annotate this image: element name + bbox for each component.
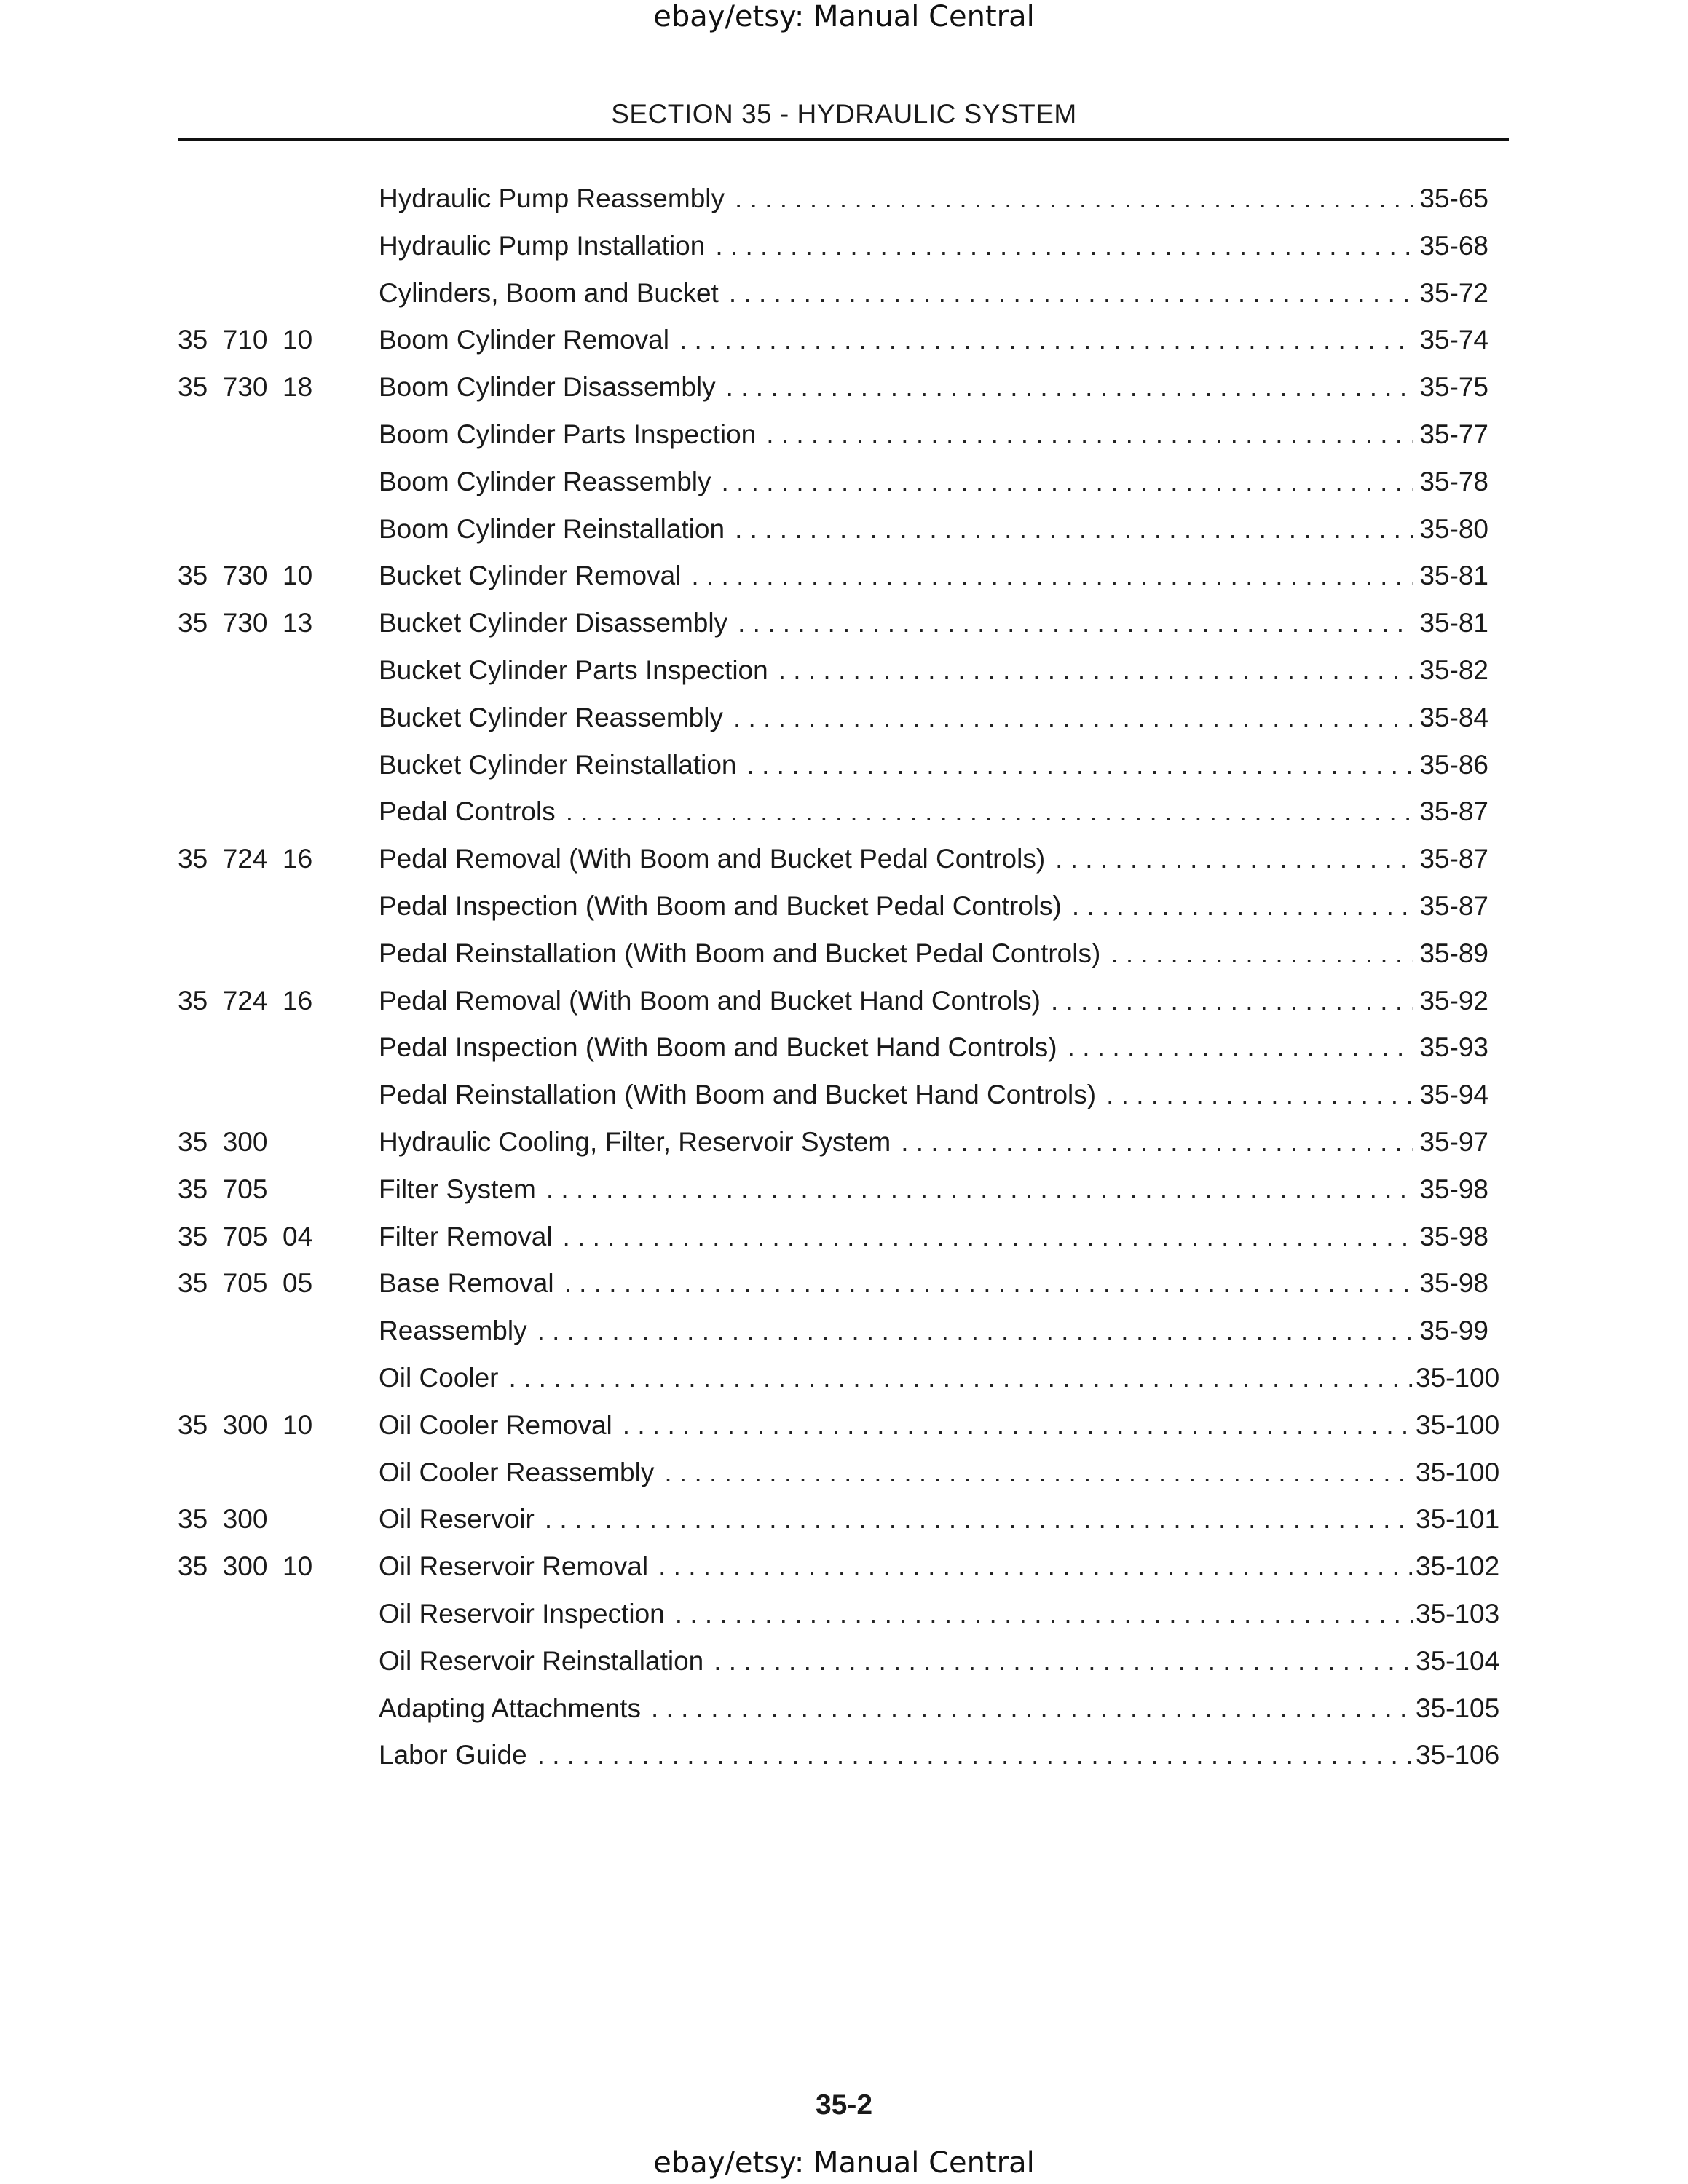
toc-entry[interactable] <box>379 1219 1488 1255</box>
dot-leader <box>1068 1029 1413 1066</box>
toc-entry-title[interactable]: Reassembly <box>379 1315 527 1346</box>
toc-row[interactable] <box>178 1219 1488 1266</box>
toc-code: 35 705 05 <box>178 1268 313 1299</box>
toc-row[interactable] <box>178 841 1488 888</box>
toc-entry[interactable] <box>379 1313 1488 1349</box>
dot-leader <box>1111 935 1413 972</box>
toc-entry-title[interactable]: Hydraulic Pump Installation <box>379 230 706 261</box>
toc-entry-title[interactable]: Oil Reservoir <box>379 1504 535 1535</box>
dot-leader <box>623 1407 1413 1444</box>
toc-page-number[interactable]: 35-87 <box>1419 844 1488 874</box>
dot-leader <box>658 1548 1413 1585</box>
toc-entry-title[interactable]: Boom Cylinder Reinstallation <box>379 513 725 544</box>
toc-entry-title[interactable]: Bucket Cylinder Disassembly <box>379 608 728 638</box>
toc-entry-title[interactable]: Oil Reservoir Reinstallation <box>379 1645 704 1676</box>
toc-entry[interactable] <box>379 700 1488 736</box>
toc-entry[interactable] <box>379 1501 1500 1538</box>
dot-leader <box>566 794 1413 830</box>
toc-entry[interactable] <box>379 511 1488 547</box>
table-of-contents <box>178 181 1500 1784</box>
toc-page-number[interactable]: 35-65 <box>1419 183 1488 213</box>
page-number: 35-2 <box>815 2089 873 2121</box>
toc-page-number[interactable]: 35-104 <box>1416 1645 1500 1676</box>
toc-entry-title[interactable]: Oil Reservoir Inspection <box>379 1598 665 1629</box>
toc-page-number[interactable]: 35-102 <box>1416 1551 1500 1582</box>
toc-page-number[interactable]: 35-72 <box>1419 277 1488 308</box>
toc-row[interactable] <box>178 558 1488 605</box>
toc-entry-title[interactable]: Adapting Attachments <box>379 1693 641 1723</box>
toc-page-number[interactable]: 35-98 <box>1419 1174 1488 1204</box>
toc-row[interactable] <box>178 1690 1500 1738</box>
toc-row[interactable] <box>178 1360 1500 1407</box>
toc-row[interactable] <box>178 1077 1488 1124</box>
toc-entry-title[interactable]: Bucket Cylinder Removal <box>379 561 682 591</box>
toc-row[interactable] <box>178 1643 1500 1690</box>
toc-entry[interactable] <box>379 181 1488 217</box>
toc-page-number[interactable]: 35-78 <box>1419 466 1488 496</box>
dot-leader <box>738 605 1413 641</box>
toc-entry[interactable] <box>379 1548 1500 1585</box>
dot-leader <box>714 1643 1413 1679</box>
toc-row[interactable] <box>178 416 1488 464</box>
toc-entry-title[interactable]: Filter System <box>379 1174 536 1204</box>
dot-leader <box>537 1737 1413 1773</box>
toc-entry-title[interactable]: Hydraulic Pump Reassembly <box>379 183 725 213</box>
toc-entry[interactable] <box>379 747 1488 783</box>
toc-entry[interactable] <box>379 1455 1500 1491</box>
dot-leader <box>901 1124 1413 1160</box>
dot-leader <box>1106 1077 1413 1113</box>
toc-entry-title[interactable]: Base Removal <box>379 1268 554 1299</box>
toc-row[interactable] <box>178 1407 1500 1455</box>
dot-leader <box>537 1313 1413 1349</box>
toc-page-number[interactable]: 35-100 <box>1416 1362 1500 1393</box>
toc-row[interactable] <box>178 181 1488 228</box>
toc-code: 35 710 10 <box>178 325 313 355</box>
toc-page-number[interactable]: 35-101 <box>1416 1504 1500 1535</box>
toc-entry[interactable] <box>379 464 1488 500</box>
toc-entry-title[interactable]: Cylinders, Boom and Bucket <box>379 277 719 308</box>
toc-entry-title[interactable]: Oil Cooler <box>379 1362 499 1393</box>
dot-leader <box>766 416 1413 453</box>
toc-entry-title[interactable]: Pedal Controls <box>379 796 556 827</box>
section-title: SECTION 35 - HYDRAULIC SYSTEM <box>611 99 1077 129</box>
toc-row[interactable] <box>178 1171 1488 1219</box>
watermark-bottom: ebay/etsy: Manual Central <box>653 2146 1035 2180</box>
toc-row[interactable] <box>178 747 1488 794</box>
toc-page-number[interactable]: 35-75 <box>1419 372 1488 403</box>
toc-code: 35 300 <box>178 1126 268 1157</box>
toc-page-number[interactable]: 35-86 <box>1419 749 1488 780</box>
toc-entry-title[interactable]: Bucket Cylinder Parts Inspection <box>379 654 768 685</box>
dot-leader <box>1072 888 1413 925</box>
toc-row[interactable] <box>178 1737 1500 1784</box>
toc-entry-title[interactable]: Pedal Removal (With Boom and Bucket Pedal Controls) <box>379 844 1046 874</box>
toc-page-number[interactable]: 35-106 <box>1416 1740 1500 1770</box>
toc-entry-title[interactable]: Boom Cylinder Reassembly <box>379 466 711 496</box>
toc-code: 35 730 10 <box>178 561 313 591</box>
toc-entry[interactable] <box>379 1265 1488 1302</box>
toc-row[interactable] <box>178 983 1488 1030</box>
dot-leader <box>564 1265 1413 1302</box>
toc-entry-title[interactable]: Filter Removal <box>379 1221 553 1251</box>
toc-entry-title[interactable]: Pedal Reinstallation (With Boom and Bucket Pedal Controls) <box>379 938 1101 968</box>
toc-entry[interactable] <box>379 983 1488 1019</box>
toc-page-number[interactable]: 35-100 <box>1416 1409 1500 1440</box>
toc-row[interactable] <box>178 794 1488 841</box>
toc-row[interactable] <box>178 228 1488 275</box>
toc-page-number[interactable]: 35-94 <box>1419 1080 1488 1110</box>
dot-leader <box>509 1360 1413 1396</box>
toc-row[interactable] <box>178 1548 1500 1596</box>
toc-page-number[interactable]: 35-93 <box>1419 1032 1488 1063</box>
toc-row[interactable] <box>178 652 1488 700</box>
toc-entry[interactable] <box>379 794 1488 830</box>
toc-code: 35 730 13 <box>178 608 313 638</box>
toc-entry[interactable] <box>379 322 1488 358</box>
toc-row[interactable] <box>178 1029 1488 1077</box>
toc-row[interactable] <box>178 369 1488 416</box>
toc-row[interactable] <box>178 1313 1488 1360</box>
header-rule <box>178 138 1509 141</box>
toc-code: 35 705 <box>178 1174 268 1204</box>
toc-row[interactable] <box>178 511 1488 558</box>
toc-page-number[interactable]: 35-98 <box>1419 1221 1488 1251</box>
toc-entry-title[interactable]: Pedal Reinstallation (With Boom and Bucket Hand Controls) <box>379 1080 1097 1110</box>
toc-page-number[interactable]: 35-84 <box>1419 702 1488 732</box>
toc-entry-title[interactable]: Pedal Inspection (With Boom and Bucket Pedal Controls) <box>379 890 1062 921</box>
toc-code: 35 705 04 <box>178 1221 313 1251</box>
toc-page-number[interactable]: 35-99 <box>1419 1315 1488 1346</box>
dot-leader <box>675 1596 1413 1632</box>
dot-leader <box>546 1171 1413 1208</box>
toc-entry-title[interactable]: Pedal Removal (With Boom and Bucket Hand Controls) <box>379 985 1041 1016</box>
dot-leader <box>563 1219 1413 1255</box>
toc-entry[interactable] <box>379 416 1488 453</box>
toc-page-number[interactable]: 35-80 <box>1419 513 1488 544</box>
toc-entry[interactable] <box>379 1690 1500 1727</box>
toc-row[interactable] <box>178 1265 1488 1313</box>
toc-entry[interactable] <box>379 1407 1500 1444</box>
toc-page-number[interactable]: 35-81 <box>1419 561 1488 591</box>
dot-leader <box>747 747 1413 783</box>
watermark-top: ebay/etsy: Manual Central <box>653 0 1035 33</box>
toc-entry[interactable] <box>379 1077 1488 1113</box>
toc-entry[interactable] <box>379 275 1488 312</box>
toc-entry[interactable] <box>379 1596 1500 1632</box>
toc-page-number[interactable]: 35-98 <box>1419 1268 1488 1299</box>
toc-row[interactable] <box>178 464 1488 511</box>
dot-leader <box>735 511 1413 547</box>
toc-page-number[interactable]: 35-82 <box>1419 654 1488 685</box>
toc-entry[interactable] <box>379 369 1488 405</box>
dot-leader <box>1051 983 1413 1019</box>
toc-page-number[interactable]: 35-81 <box>1419 608 1488 638</box>
dot-leader <box>735 181 1413 217</box>
toc-entry[interactable] <box>379 1643 1500 1679</box>
toc-row[interactable] <box>178 1501 1500 1548</box>
toc-entry[interactable] <box>379 558 1488 594</box>
dot-leader <box>715 228 1413 264</box>
toc-code: 35 724 16 <box>178 844 313 874</box>
dot-leader <box>733 700 1413 736</box>
toc-row[interactable] <box>178 1455 1500 1502</box>
toc-code: 35 300 10 <box>178 1409 313 1440</box>
toc-entry[interactable] <box>379 1029 1488 1066</box>
toc-page-number[interactable]: 35-105 <box>1416 1693 1500 1723</box>
toc-entry-title[interactable]: Labor Guide <box>379 1740 527 1770</box>
dot-leader <box>1055 841 1413 877</box>
toc-entry[interactable] <box>379 1737 1500 1773</box>
toc-page-number[interactable]: 35-103 <box>1416 1598 1500 1629</box>
toc-page-number[interactable]: 35-87 <box>1419 890 1488 921</box>
toc-page-number[interactable]: 35-87 <box>1419 796 1488 827</box>
toc-page-number[interactable]: 35-100 <box>1416 1457 1500 1487</box>
toc-entry-title[interactable]: Bucket Cylinder Reinstallation <box>379 749 737 780</box>
toc-code: 35 730 18 <box>178 372 313 403</box>
toc-entry-title[interactable]: Hydraulic Cooling, Filter, Reservoir System <box>379 1126 891 1157</box>
toc-entry[interactable] <box>379 841 1488 877</box>
toc-entry[interactable] <box>379 1171 1488 1208</box>
dot-leader <box>664 1455 1413 1491</box>
toc-code: 35 300 10 <box>178 1551 313 1582</box>
toc-entry-title[interactable]: Boom Cylinder Removal <box>379 325 669 355</box>
toc-entry-title[interactable]: Oil Cooler Removal <box>379 1409 612 1440</box>
toc-entry-title[interactable]: Oil Reservoir Removal <box>379 1551 649 1582</box>
toc-entry[interactable] <box>379 1124 1488 1160</box>
toc-entry-title[interactable]: Pedal Inspection (With Boom and Bucket Hand Controls) <box>379 1032 1057 1063</box>
dot-leader <box>651 1690 1413 1727</box>
toc-row[interactable] <box>178 275 1488 323</box>
toc-row[interactable] <box>178 888 1488 935</box>
toc-code: 35 300 <box>178 1504 268 1535</box>
toc-page-number[interactable]: 35-92 <box>1419 985 1488 1016</box>
toc-row[interactable] <box>178 700 1488 747</box>
dot-leader <box>545 1501 1413 1538</box>
dot-leader <box>722 464 1413 500</box>
toc-row[interactable] <box>178 605 1488 652</box>
toc-entry[interactable] <box>379 605 1488 641</box>
dot-leader <box>778 652 1413 689</box>
toc-entry-title[interactable]: Oil Cooler Reassembly <box>379 1457 655 1487</box>
toc-page-number[interactable]: 35-74 <box>1419 325 1488 355</box>
dot-leader <box>679 322 1413 358</box>
toc-page-number[interactable]: 35-77 <box>1419 419 1488 449</box>
dot-leader <box>726 369 1413 405</box>
toc-page-number[interactable]: 35-89 <box>1419 938 1488 968</box>
toc-entry[interactable] <box>379 652 1488 689</box>
toc-entry[interactable] <box>379 1360 1500 1396</box>
dot-leader <box>691 558 1413 594</box>
toc-row[interactable] <box>178 322 1488 369</box>
toc-entry[interactable] <box>379 935 1488 972</box>
toc-entry-title[interactable]: Boom Cylinder Disassembly <box>379 372 716 403</box>
toc-code: 35 724 16 <box>178 985 313 1016</box>
toc-entry[interactable] <box>379 888 1488 925</box>
toc-page-number[interactable]: 35-97 <box>1419 1126 1488 1157</box>
toc-row[interactable] <box>178 935 1488 983</box>
toc-row[interactable] <box>178 1124 1488 1171</box>
dot-leader <box>729 275 1413 312</box>
toc-entry[interactable] <box>379 228 1488 264</box>
toc-row[interactable] <box>178 1596 1500 1643</box>
toc-entry-title[interactable]: Boom Cylinder Parts Inspection <box>379 419 757 449</box>
toc-entry-title[interactable]: Bucket Cylinder Reassembly <box>379 702 723 732</box>
toc-page-number[interactable]: 35-68 <box>1419 230 1488 261</box>
